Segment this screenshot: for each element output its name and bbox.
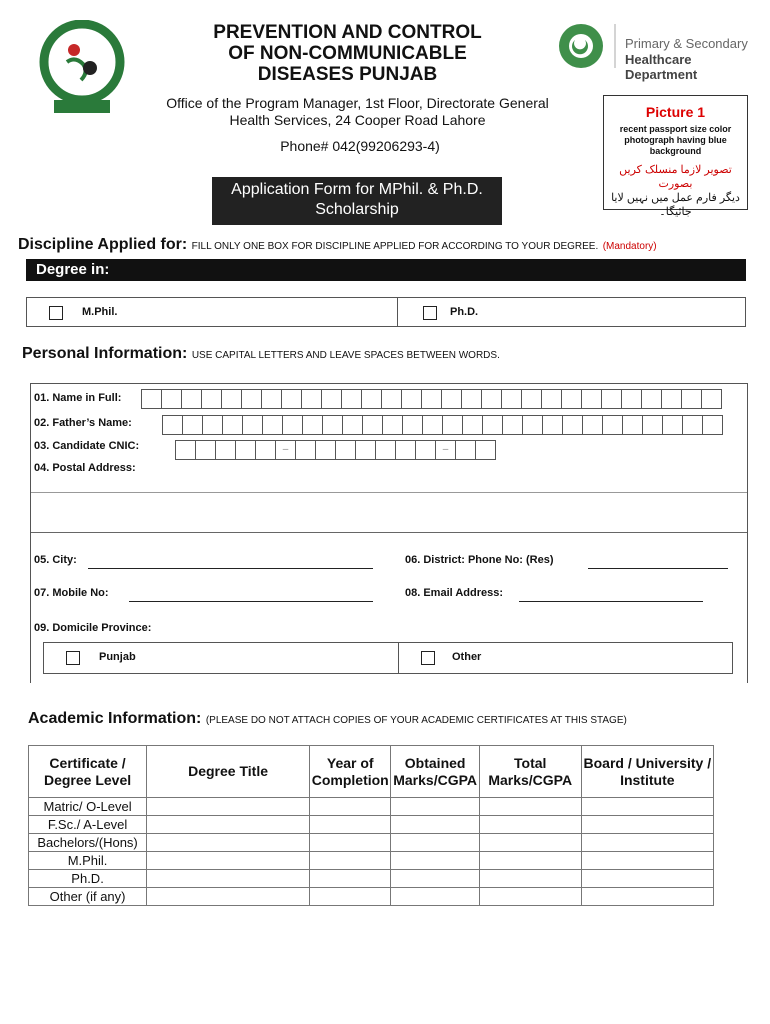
district-label: 06. District: Phone No: (Res) xyxy=(405,554,554,566)
divider xyxy=(31,492,747,493)
domicile-options xyxy=(43,642,733,674)
char-cell[interactable] xyxy=(235,440,256,460)
mphil-checkbox[interactable] xyxy=(49,306,63,320)
char-cell[interactable] xyxy=(262,415,283,435)
dept-line2: Healthcare Department xyxy=(625,52,698,82)
input-cell[interactable] xyxy=(479,888,581,906)
input-cell[interactable] xyxy=(479,798,581,816)
photo-box-urdu xyxy=(604,163,747,219)
name-label: 01. Name in Full: xyxy=(34,392,122,404)
char-cell[interactable] xyxy=(321,389,342,409)
char-cell[interactable] xyxy=(375,440,396,460)
char-cell[interactable] xyxy=(201,389,222,409)
table-row xyxy=(29,852,714,870)
mandatory-note: (Mandatory) xyxy=(602,241,657,252)
input-cell[interactable] xyxy=(147,852,310,870)
form-title-line: Application Form for MPhil. & Ph.D. xyxy=(231,181,483,198)
char-cell[interactable] xyxy=(322,415,343,435)
input-cell[interactable] xyxy=(147,798,310,816)
input-cell[interactable] xyxy=(479,852,581,870)
input-cell[interactable] xyxy=(391,798,479,816)
char-cell[interactable] xyxy=(681,389,702,409)
char-cell[interactable] xyxy=(195,440,216,460)
input-cell[interactable] xyxy=(391,852,479,870)
char-cell[interactable] xyxy=(481,389,502,409)
char-cell[interactable] xyxy=(181,389,202,409)
other-checkbox[interactable] xyxy=(421,651,435,665)
char-cell[interactable] xyxy=(362,415,383,435)
academic-instruction: (PLEASE DO NOT ATTACH COPIES OF YOUR ACADEMIC CERTIFICATES AT THIS STAGE) xyxy=(205,715,627,726)
char-cell[interactable] xyxy=(522,415,543,435)
char-cell[interactable] xyxy=(422,415,443,435)
dept-line1: Primary & Secondary xyxy=(625,36,748,51)
other-label: Other xyxy=(452,651,482,663)
char-cell[interactable] xyxy=(661,389,682,409)
char-cell[interactable] xyxy=(301,389,322,409)
table-row xyxy=(29,870,714,888)
char-cell[interactable] xyxy=(582,415,603,435)
char-cell[interactable] xyxy=(421,389,442,409)
char-cell[interactable] xyxy=(382,415,403,435)
discipline-instruction: FILL ONLY ONE BOX FOR DISCIPLINE APPLIED FOR ACCORDING TO YOUR DEGREE. xyxy=(191,241,599,252)
char-cell[interactable] xyxy=(222,415,243,435)
input-cell[interactable] xyxy=(391,816,479,834)
char-cell[interactable] xyxy=(581,389,602,409)
pncd-logo xyxy=(32,20,132,120)
city-field[interactable] xyxy=(88,567,373,569)
char-cell[interactable] xyxy=(482,415,503,435)
char-cell[interactable] xyxy=(521,389,542,409)
char-cell[interactable] xyxy=(161,389,182,409)
office-address xyxy=(130,95,585,129)
punjab-emblem-icon xyxy=(545,18,617,74)
degree-level-cell: Other (if any) xyxy=(29,888,147,906)
char-cell[interactable] xyxy=(401,389,422,409)
char-cell[interactable] xyxy=(302,415,323,435)
char-cell[interactable] xyxy=(682,415,703,435)
academic-heading xyxy=(28,710,627,728)
input-cell[interactable] xyxy=(391,888,479,906)
form-title-line: Scholarship xyxy=(315,201,399,218)
table-row xyxy=(29,888,714,906)
char-cell[interactable] xyxy=(641,389,662,409)
phone-number: Phone# 042(99206293-4) xyxy=(280,138,440,154)
cnic-input-cells[interactable] xyxy=(176,440,496,460)
input-cell[interactable] xyxy=(391,870,479,888)
char-cell[interactable] xyxy=(295,440,316,460)
degree-level-cell: Matric/ O-Level xyxy=(29,798,147,816)
input-cell[interactable] xyxy=(147,870,310,888)
address-line[interactable] xyxy=(31,532,747,533)
personal-info-box xyxy=(30,383,748,683)
photo-box[interactable] xyxy=(603,95,748,218)
char-cell[interactable] xyxy=(542,415,563,435)
input-cell[interactable] xyxy=(147,816,310,834)
char-cell[interactable] xyxy=(381,389,402,409)
char-cell[interactable] xyxy=(455,440,476,460)
table-row xyxy=(29,798,714,816)
char-cell[interactable] xyxy=(175,440,196,460)
char-cell[interactable] xyxy=(461,389,482,409)
char-cell[interactable] xyxy=(141,389,162,409)
form-title xyxy=(212,177,502,225)
domicile-label: 09. Domicile Province: xyxy=(34,622,152,634)
photo-box-desc: recent passport size color photograph having blue background xyxy=(619,124,732,156)
column-header: Obtained Marks/CGPA xyxy=(391,746,479,798)
urdu-line: تصویر لازما منسلک کریں بصورت xyxy=(619,164,732,190)
personal-heading xyxy=(22,345,500,363)
char-cell[interactable] xyxy=(341,389,362,409)
char-cell[interactable] xyxy=(561,389,582,409)
divider xyxy=(398,643,399,673)
char-cell[interactable] xyxy=(601,389,622,409)
char-cell[interactable] xyxy=(335,440,356,460)
input-cell[interactable] xyxy=(479,870,581,888)
column-header: Total Marks/CGPA xyxy=(479,746,581,798)
char-cell[interactable] xyxy=(261,389,282,409)
input-cell[interactable] xyxy=(581,888,713,906)
char-cell[interactable] xyxy=(402,415,423,435)
title-line: DISEASES PUNJAB xyxy=(257,64,438,85)
char-cell[interactable] xyxy=(702,415,723,435)
char-cell[interactable] xyxy=(282,415,303,435)
char-cell[interactable] xyxy=(355,440,376,460)
char-cell[interactable] xyxy=(442,415,463,435)
personal-instruction: USE CAPITAL LETTERS AND LEAVE SPACES BETWEEN WORDS. xyxy=(191,350,500,361)
char-cell[interactable] xyxy=(462,415,483,435)
phd-checkbox[interactable] xyxy=(423,306,437,320)
char-cell[interactable] xyxy=(182,415,203,435)
char-cell[interactable] xyxy=(502,415,523,435)
char-cell[interactable] xyxy=(415,440,436,460)
discipline-heading xyxy=(18,236,657,254)
input-cell[interactable] xyxy=(391,834,479,852)
district-phone-field[interactable] xyxy=(588,567,728,569)
input-cell[interactable] xyxy=(581,852,713,870)
healthcare-dept-logo xyxy=(545,18,760,82)
char-cell[interactable] xyxy=(315,440,336,460)
input-cell[interactable] xyxy=(147,888,310,906)
degree-options xyxy=(26,297,746,327)
char-cell[interactable] xyxy=(602,415,623,435)
char-cell[interactable] xyxy=(562,415,583,435)
char-cell[interactable] xyxy=(242,415,263,435)
title-line: PREVENTION AND CONTROL xyxy=(213,22,482,43)
char-cell[interactable] xyxy=(281,389,302,409)
char-cell[interactable] xyxy=(662,415,683,435)
address-label: 04. Postal Address: xyxy=(34,462,136,474)
char-cell[interactable] xyxy=(475,440,496,460)
char-cell[interactable] xyxy=(622,415,643,435)
char-cell[interactable] xyxy=(501,389,522,409)
email-label: 08. Email Address: xyxy=(405,587,504,599)
punjab-checkbox[interactable] xyxy=(66,651,80,665)
father-name-input-cells[interactable] xyxy=(163,415,723,435)
degree-level-cell: F.Sc./ A-Level xyxy=(29,816,147,834)
email-field[interactable] xyxy=(519,600,703,602)
char-cell[interactable] xyxy=(221,389,242,409)
personal-heading-text: Personal Information: xyxy=(22,345,188,362)
char-cell[interactable] xyxy=(215,440,236,460)
degree-level-cell: Bachelors/(Hons) xyxy=(29,834,147,852)
input-cell[interactable] xyxy=(479,816,581,834)
cnic-label: 03. Candidate CNIC: xyxy=(34,440,140,452)
degree-level-cell: Ph.D. xyxy=(29,870,147,888)
char-cell[interactable] xyxy=(541,389,562,409)
char-cell[interactable] xyxy=(441,389,462,409)
academic-heading-text: Academic Information: xyxy=(28,710,202,727)
char-cell[interactable] xyxy=(621,389,642,409)
column-header: Certificate / Degree Level xyxy=(29,746,147,798)
table-row xyxy=(29,816,714,834)
input-cell[interactable] xyxy=(310,834,391,852)
organization-title xyxy=(170,22,525,85)
char-cell[interactable] xyxy=(342,415,363,435)
char-cell[interactable] xyxy=(395,440,416,460)
column-header: Year of Completion xyxy=(310,746,391,798)
mphil-label: M.Phil. xyxy=(82,306,118,318)
input-cell[interactable] xyxy=(310,816,391,834)
father-label: 02. Father’s Name: xyxy=(34,417,132,429)
degree-bar: Degree in: xyxy=(26,259,746,281)
input-cell[interactable] xyxy=(310,888,391,906)
table-row xyxy=(29,834,714,852)
name-input-cells[interactable] xyxy=(142,389,722,409)
char-cell[interactable] xyxy=(241,389,262,409)
phd-label: Ph.D. xyxy=(450,306,479,318)
char-cell[interactable] xyxy=(361,389,382,409)
table-header-row xyxy=(29,746,714,798)
discipline-heading-text: Discipline Applied for: xyxy=(18,236,188,253)
divider xyxy=(397,298,398,326)
urdu-line: دیگر فارم عمل میں نہیں لایا جائیگا۔ xyxy=(611,192,740,218)
mobile-field[interactable] xyxy=(129,600,373,602)
input-cell[interactable] xyxy=(147,834,310,852)
column-header: Board / University / Institute xyxy=(581,746,713,798)
input-cell[interactable] xyxy=(581,870,713,888)
office-line: Office of the Program Manager, 1st Floor, Directorate General xyxy=(166,95,549,111)
char-cell[interactable] xyxy=(701,389,722,409)
input-cell[interactable] xyxy=(581,816,713,834)
city-label: 05. City: xyxy=(34,554,77,566)
academic-table xyxy=(28,745,714,906)
punjab-label: Punjab xyxy=(99,651,136,663)
char-cell[interactable] xyxy=(202,415,223,435)
office-line: Health Services, 24 Cooper Road Lahore xyxy=(229,112,486,128)
input-cell[interactable] xyxy=(581,798,713,816)
input-cell[interactable] xyxy=(310,798,391,816)
photo-box-title: Picture 1 xyxy=(645,104,706,120)
cnic-separator: – xyxy=(435,440,456,460)
input-cell[interactable] xyxy=(310,852,391,870)
input-cell[interactable] xyxy=(581,834,713,852)
char-cell[interactable] xyxy=(255,440,276,460)
char-cell[interactable] xyxy=(162,415,183,435)
mobile-label: 07. Mobile No: xyxy=(34,587,109,599)
char-cell[interactable] xyxy=(642,415,663,435)
input-cell[interactable] xyxy=(479,834,581,852)
degree-level-cell: M.Phil. xyxy=(29,852,147,870)
title-line: OF NON-COMMUNICABLE xyxy=(228,43,467,64)
cnic-separator: – xyxy=(275,440,296,460)
input-cell[interactable] xyxy=(310,870,391,888)
column-header: Degree Title xyxy=(147,746,310,798)
